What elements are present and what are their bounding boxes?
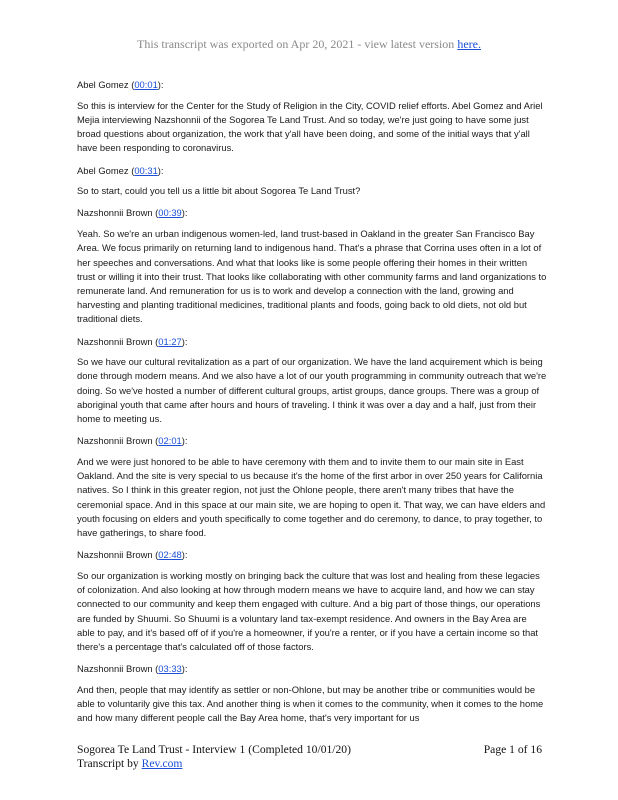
utterance-text: So we have our cultural revitalization as a part of our organization. We have the land acquirement which is being done through modern means. And we also have a lot of our youth programming in community outreach that we're doing. So we've hosted a number of different cultural groups, artist groups, dance groups. There was a group of aboriginal youth that came after hours and hours of traveling. I think it was over a day and a half, just from their home to meeting us. xyxy=(77,356,547,425)
transcript-entry xyxy=(77,434,547,540)
utterance-text: And then, people that may identify as settler or non-Ohlone, but may be another tribe or communities would be able to voluntarily give this tax. And another thing is when it comes to the community, when it comes to the home and how many different people call the Bay Area home, that's very important for us xyxy=(77,683,544,724)
speaker-name: Nazshonnii Brown xyxy=(77,435,153,447)
speaker-name: Abel Gomez xyxy=(77,79,129,90)
speaker-name: Nazshonnii Brown xyxy=(77,549,153,561)
speaker-line: Abel Gomez (00:01): xyxy=(77,79,164,90)
speaker-name: Abel Gomez xyxy=(77,164,129,176)
utterance-text: So our organization is working mostly on bringing back the culture that was lost and healing from these legacies of colonization. And also looking at how through modern means we have to acquire land, and how we can stay connected to our community and keep them engaged with culture. And a big part of those things, our operations are funded by Shuumi. So Shuumi is a voluntary land tax-exempt residence. And owners in the Bay Area are able to pay, and it's based off of if you're a homeowner, if you're a renter, or if you have a certain income so that there's a percentage that's calculated off of those factors. xyxy=(77,569,541,652)
transcript-entry xyxy=(77,206,547,326)
utterance-text: And we were just honored to be able to have ceremony with them and to invite them to our main site in East Oakland. And the site is very special to us because it's the home of the first arbor in over 250 years for California natives. So I think in this greater region, not just the Ohlone people, there aren't many tribes that have the ceremonial space. And in this space at our main site, we are hoping to open it. That way, we can have elders and youth focusing on elders and youth specifically to come together and do ceremony, to dance, to pray together, to have gatherings, to share food. xyxy=(77,455,546,538)
speaker-name: Nazshonnii Brown xyxy=(77,207,153,219)
transcript-entry xyxy=(77,548,547,654)
transcript-credit-text: Transcript by xyxy=(77,757,142,770)
footer-row xyxy=(77,743,542,757)
page-footer xyxy=(77,743,542,771)
speaker-name: Nazshonnii Brown xyxy=(77,335,153,347)
timestamp-link[interactable]: 03:33 xyxy=(158,663,182,675)
rev-link[interactable]: Rev.com xyxy=(141,757,183,770)
transcript-entry xyxy=(77,662,547,725)
transcript-entry xyxy=(77,335,547,427)
timestamp-link[interactable]: 02:01 xyxy=(158,435,182,447)
utterance-text: Yeah. So we're an urban indigenous women-led, land trust-based in Oakland in the greater San Francisco Bay Area. We focus primarily on returning land to indigenous hand. That's a phrase that Corrina uses often in a lot of her speeches and conversations. And what that looks like is some people offering their homes in their written trust or willing it into their trust. That looks like collaborating with other community farms and land organizations to remunerate land. And remuneration for us is to work and develop a connection with the land, growing and harvesting and planting traditional medicines, traditional plants and foods, going back to old diets, not old but traditional diets. xyxy=(77,228,547,325)
speaker-line: Nazshonnii Brown (02:48): xyxy=(77,549,188,561)
speaker-line: Nazshonnii Brown (02:01): xyxy=(77,435,188,447)
export-notice xyxy=(0,37,618,52)
timestamp-link[interactable]: 00:01 xyxy=(134,79,158,90)
transcript-credit xyxy=(77,757,542,771)
timestamp-link[interactable]: 00:31 xyxy=(134,164,158,176)
document-title: Sogorea Te Land Trust - Interview 1 (Completed 10/01/20) xyxy=(77,743,351,756)
transcript-entry xyxy=(77,78,547,156)
timestamp-link[interactable]: 00:39 xyxy=(158,207,182,219)
latest-version-link[interactable]: here. xyxy=(457,37,481,51)
page-number: Page 1 of 16 xyxy=(483,743,542,756)
speaker-line: Nazshonnii Brown (00:39): xyxy=(77,207,188,219)
speaker-line: Nazshonnii Brown (01:27): xyxy=(77,335,188,347)
speaker-name: Nazshonnii Brown xyxy=(77,663,153,675)
speaker-line: Nazshonnii Brown (03:33): xyxy=(77,663,188,675)
export-notice-text: This transcript was exported on Apr 20, 2021 - view latest version xyxy=(137,37,458,51)
utterance-text: So this is interview for the Center for the Study of Religion in the City, COVID relief efforts. Abel Gomez and Ariel Mejia interviewing Nazshonnii of the Sogorea Te Land Trust. And so today, we're just going to have some just broad questions about organization, the work that y'all have been doing, and some of the initial ways that y'all have been responding to coronavirus. xyxy=(77,99,543,154)
timestamp-link[interactable]: 01:27 xyxy=(158,335,182,347)
transcript-entry xyxy=(77,164,547,199)
utterance-text: So to start, could you tell us a little bit about Sogorea Te Land Trust? xyxy=(77,185,361,197)
timestamp-link[interactable]: 02:48 xyxy=(158,549,182,561)
speaker-line: Abel Gomez (00:31): xyxy=(77,164,164,176)
transcript-body xyxy=(77,78,547,733)
